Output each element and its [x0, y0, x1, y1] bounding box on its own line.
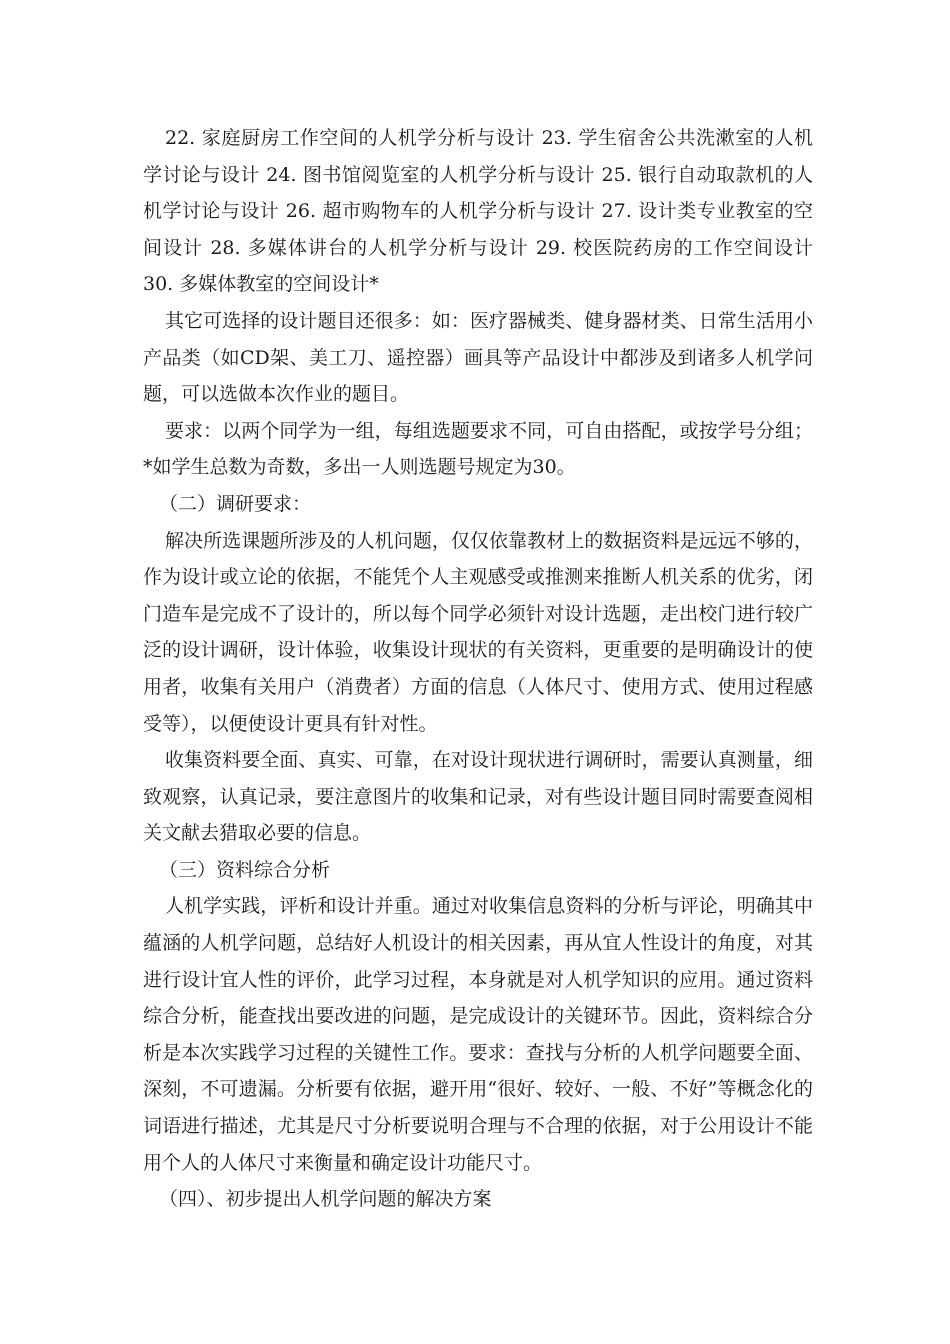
other-topics-paragraph: 其它可选择的设计题目还很多：如：医疗器械类、健身器材类、日常生活用小产品类（如CD架、美工刀、遥控器）画具等产品设计中都涉及到诸多人机学问题，可以选做本次作业的题目。 [143, 309, 813, 406]
section-heading-research: （二）调研要求： [159, 492, 312, 515]
section-heading-analysis: （三）资料综合分析 [159, 858, 331, 881]
section-heading-solution: （四）、初步提出人机学问题的解决方案 [159, 1188, 492, 1211]
data-collection-paragraph: 收集资料要全面、真实、可靠，在对设计现状进行调研时，需要认真测量，细致观察，认真记录，要注意图片的收集和记录，对有些设计题目同时需要查阅相关文献去猎取必要的信息。 [143, 749, 813, 845]
topic-list-paragraph: 22. 家庭厨房工作空间的人机学分析与设计 23. 学生宿舍公共洗漱室的人机学讨论与设计 24. 图书馆阅览室的人机学分析与设计 25. 银行自动取款机的人机学讨论与设计 26. 超市购物车的人机学分析与设计 27. 设计类专业教室的空间设计 28. 多媒体讲台的人机学分析与设计 29. 校医院药房的工作空间设计 30. 多媒体教室的空间设计* [143, 127, 813, 296]
research-paragraph: 解决所选课题所涉及的人机问题，仅仅依靠教材上的数据资料是远远不够的，作为设计或立论的依据，不能凭个人主观感受或推测来推断人机关系的优劣，闭门造车是完成不了设计的，所以每个同学必须针对设计选题，走出校门进行较广泛的设计调研，设计体验，收集设计现状的有关资料，更重要的是明确设计的使用者，收集有关用户（消费者）方面的信息（人体尺寸、使用方式、使用过程感受等），以便使设计更具有针对性。 [143, 529, 813, 735]
requirements-paragraph: 要求：以两个同学为一组，每组选题要求不同，可自由搭配，或按学号分组；*如学生总数为奇数，多出一人则选题号规定为30。 [143, 419, 813, 479]
analysis-paragraph: 人机学实践，评析和设计并重。通过对收集信息资料的分析与评论，明确其中蕴涵的人机学问题，总结好人机设计的相关因素，再从宜人性设计的角度，对其进行设计宜人性的评价，此学习过程，本身就是对人机学知识的应用。通过资料综合分析，能查找出要改进的问题，是完成设计的关键环节。因此，资料综合分析是本次实践学习过程的关键性工作。要求：查找与分析的人机学问题要全面、深刻，不可遗漏。分析要有依据，避开用“很好、较好、一般、不好”等概念化的词语进行描述，尤其是尺寸分析要说明合理与不合理的依据，对于公用设计不能用个人的人体尺寸来衡量和确定设计功能尺寸。 [143, 895, 813, 1174]
document-body [143, 120, 813, 1218]
